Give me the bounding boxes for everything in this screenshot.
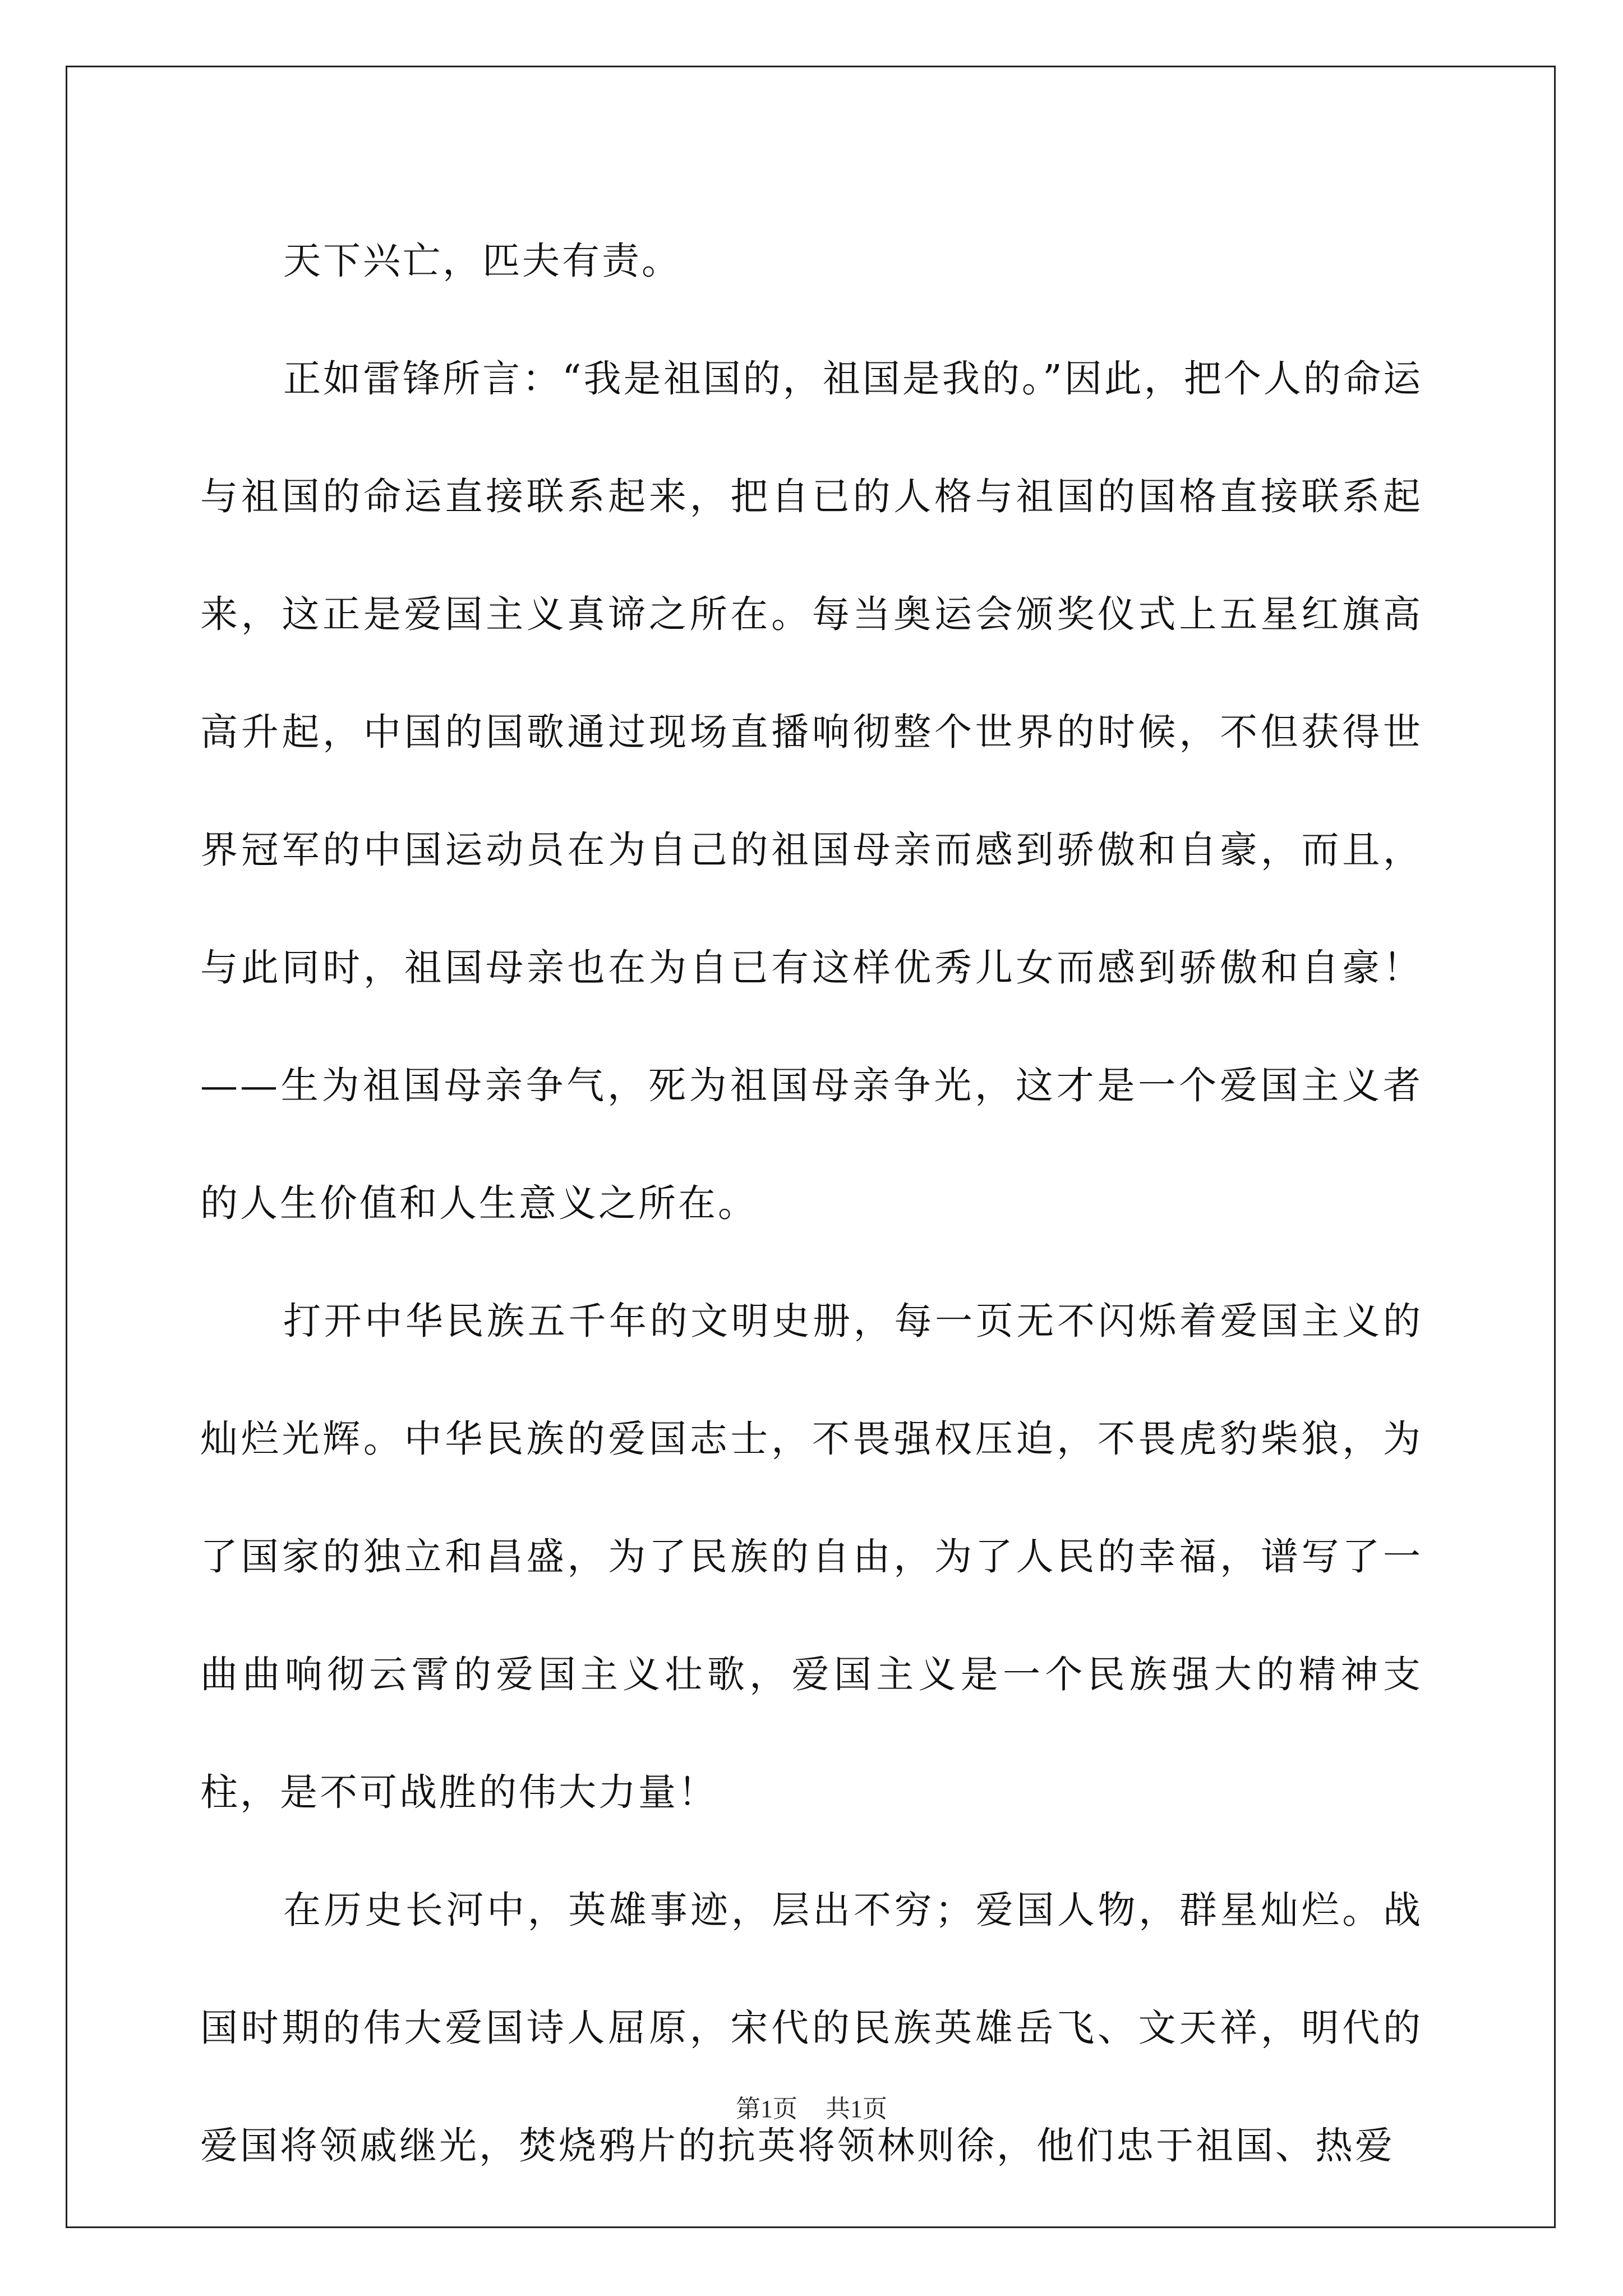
document-body: [200, 202, 1423, 2205]
page-total: 共1页: [826, 2095, 887, 2123]
paragraph-2: 正如雷锋所言：“我是祖国的，祖国是我的。”因此，把个人的命运与祖国的命运直接联系起来，把自已的人格与祖国的国格直接联系起来，这正是爱国主义真谛之所在。每当奥运会颁奖仪式上五星红旗高高升起，中国的国歌通过现场直播响彻整个世界的时候，不但获得世界冠军的中国运动员在为自己的祖国母亲而感到骄傲和自豪，而且，与此同时，祖国母亲也在为自已有这样优秀儿女而感到骄傲和自豪！——生为祖国母亲争气，死为祖国母亲争光，这才是一个爱国主义者的人生价值和人生意义之所在。: [200, 357, 1423, 1225]
paragraph-4: 在历史长河中，英雄事迹，层出不穷；爱国人物，群星灿烂。战国时期的伟大爱国诗人屈原，宋代的民族英雄岳飞、文天祥，明代的爱国将领戚继光，焚烧鸦片的抗英将领林则徐，他们忠于祖国、热爱: [200, 1888, 1423, 2168]
paragraph-1: 天下兴亡，匹夫有责。: [283, 239, 681, 283]
page-footer: [0, 2092, 1623, 2126]
page-number: 第1页: [736, 2095, 797, 2123]
paragraph-3: 打开中华民族五千年的文明史册，每一页无不闪烁着爱国主义的灿烂光辉。中华民族的爱国志士，不畏强权压迫，不畏虎豹柴狼，为了国家的独立和昌盛，为了民族的自由，为了人民的幸福，谱写了一曲曲响彻云霄的爱国主义壮歌，爱国主义是一个民族强大的精神支柱，是不可战胜的伟大力量！: [200, 1299, 1423, 1814]
